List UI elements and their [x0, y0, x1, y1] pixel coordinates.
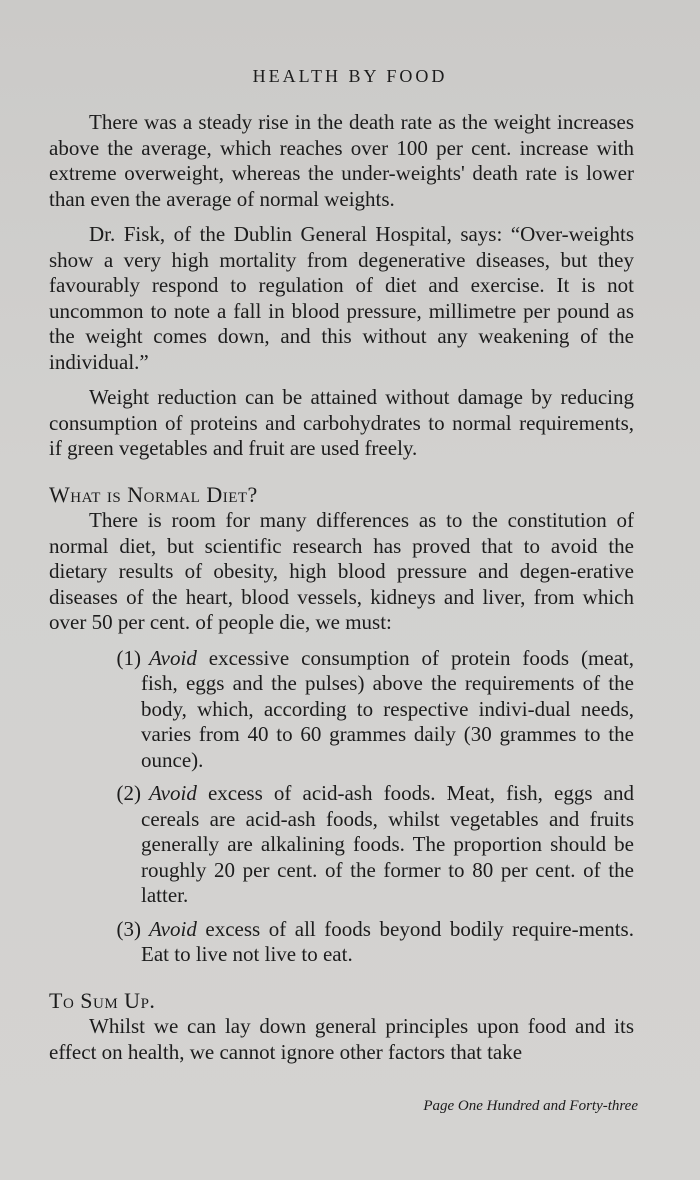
list-item-number: (2) [116, 781, 141, 805]
list-item-text: excessive consumption of protein foods (meat, fish, eggs and the pulses) above the requirements of the body, which, according to respective indivi-dual needs, varies from 40 to 60 grammes daily (30 grammes to the ounce). [141, 645, 635, 772]
list-item-lead: Avoid [149, 645, 209, 670]
list-item-2 [49, 781, 634, 909]
paragraph-weight-reduction: Weight reduction can be attained without damage by reducing consumption of proteins and carbohydrates to normal requirements, if green vegetables and fruit are used freely. [49, 385, 634, 460]
list-item-text: excess of all foods beyond bodily require-ments. Eat to live not live to eat. [141, 916, 634, 966]
running-head: HEALTH BY FOOD [252, 66, 448, 86]
body-text [49, 110, 634, 1075]
list-item-1 [49, 646, 634, 774]
list-item-lead: Avoid [149, 916, 206, 941]
paragraph-sum-up: Whilst we can lay down general principles upon food and its effect on health, we cannot ignore other factors that take [49, 1014, 634, 1064]
avoid-list [49, 646, 634, 968]
list-item-3 [49, 917, 634, 968]
page-number-footer: Page One Hundred and Forty-three [423, 1098, 638, 1114]
paragraph-normal-diet: There is room for many differences as to the constitution of normal diet, but scientific research has proved that to avoid the dietary results of obesity, high blood pressure and degen-erative diseases of the heart, blood vessels, kidneys and liver, from which over 50 per cent. of people die, we must: [49, 508, 634, 634]
list-item-number: (3) [116, 916, 141, 941]
list-item-text: excess of acid-ash foods. Meat, fish, eggs and cereals are acid-ash foods, whilst vegetables and fruits generally are alkalining foods. The proportion should be roughly 20 per cent. of the former to 80 per cent. of the latter. [141, 781, 634, 907]
list-item-lead: Avoid [149, 781, 208, 805]
heading-normal-diet: What is Normal Diet? [49, 481, 258, 507]
list-item-number: (1) [116, 645, 141, 670]
heading-sum-up: To Sum Up. [49, 987, 156, 1013]
paragraph-dr-fisk-quote: Dr. Fisk, of the Dublin General Hospital, says: “Over-weights show a very high mortality from degenerative diseases, but they favourably respond to regulation of diet and exercise. It is not uncommon to note a fall in blood pressure, millimetre per pound as the weight comes down, and this without any weakening of the individual.” [49, 222, 634, 374]
paragraph-death-rate: There was a steady rise in the death rate as the weight increases above the average, which reaches over 100 per cent. increase with extreme overweight, whereas the under-weights' death rate is lower than even the average of normal weights. [49, 110, 634, 211]
